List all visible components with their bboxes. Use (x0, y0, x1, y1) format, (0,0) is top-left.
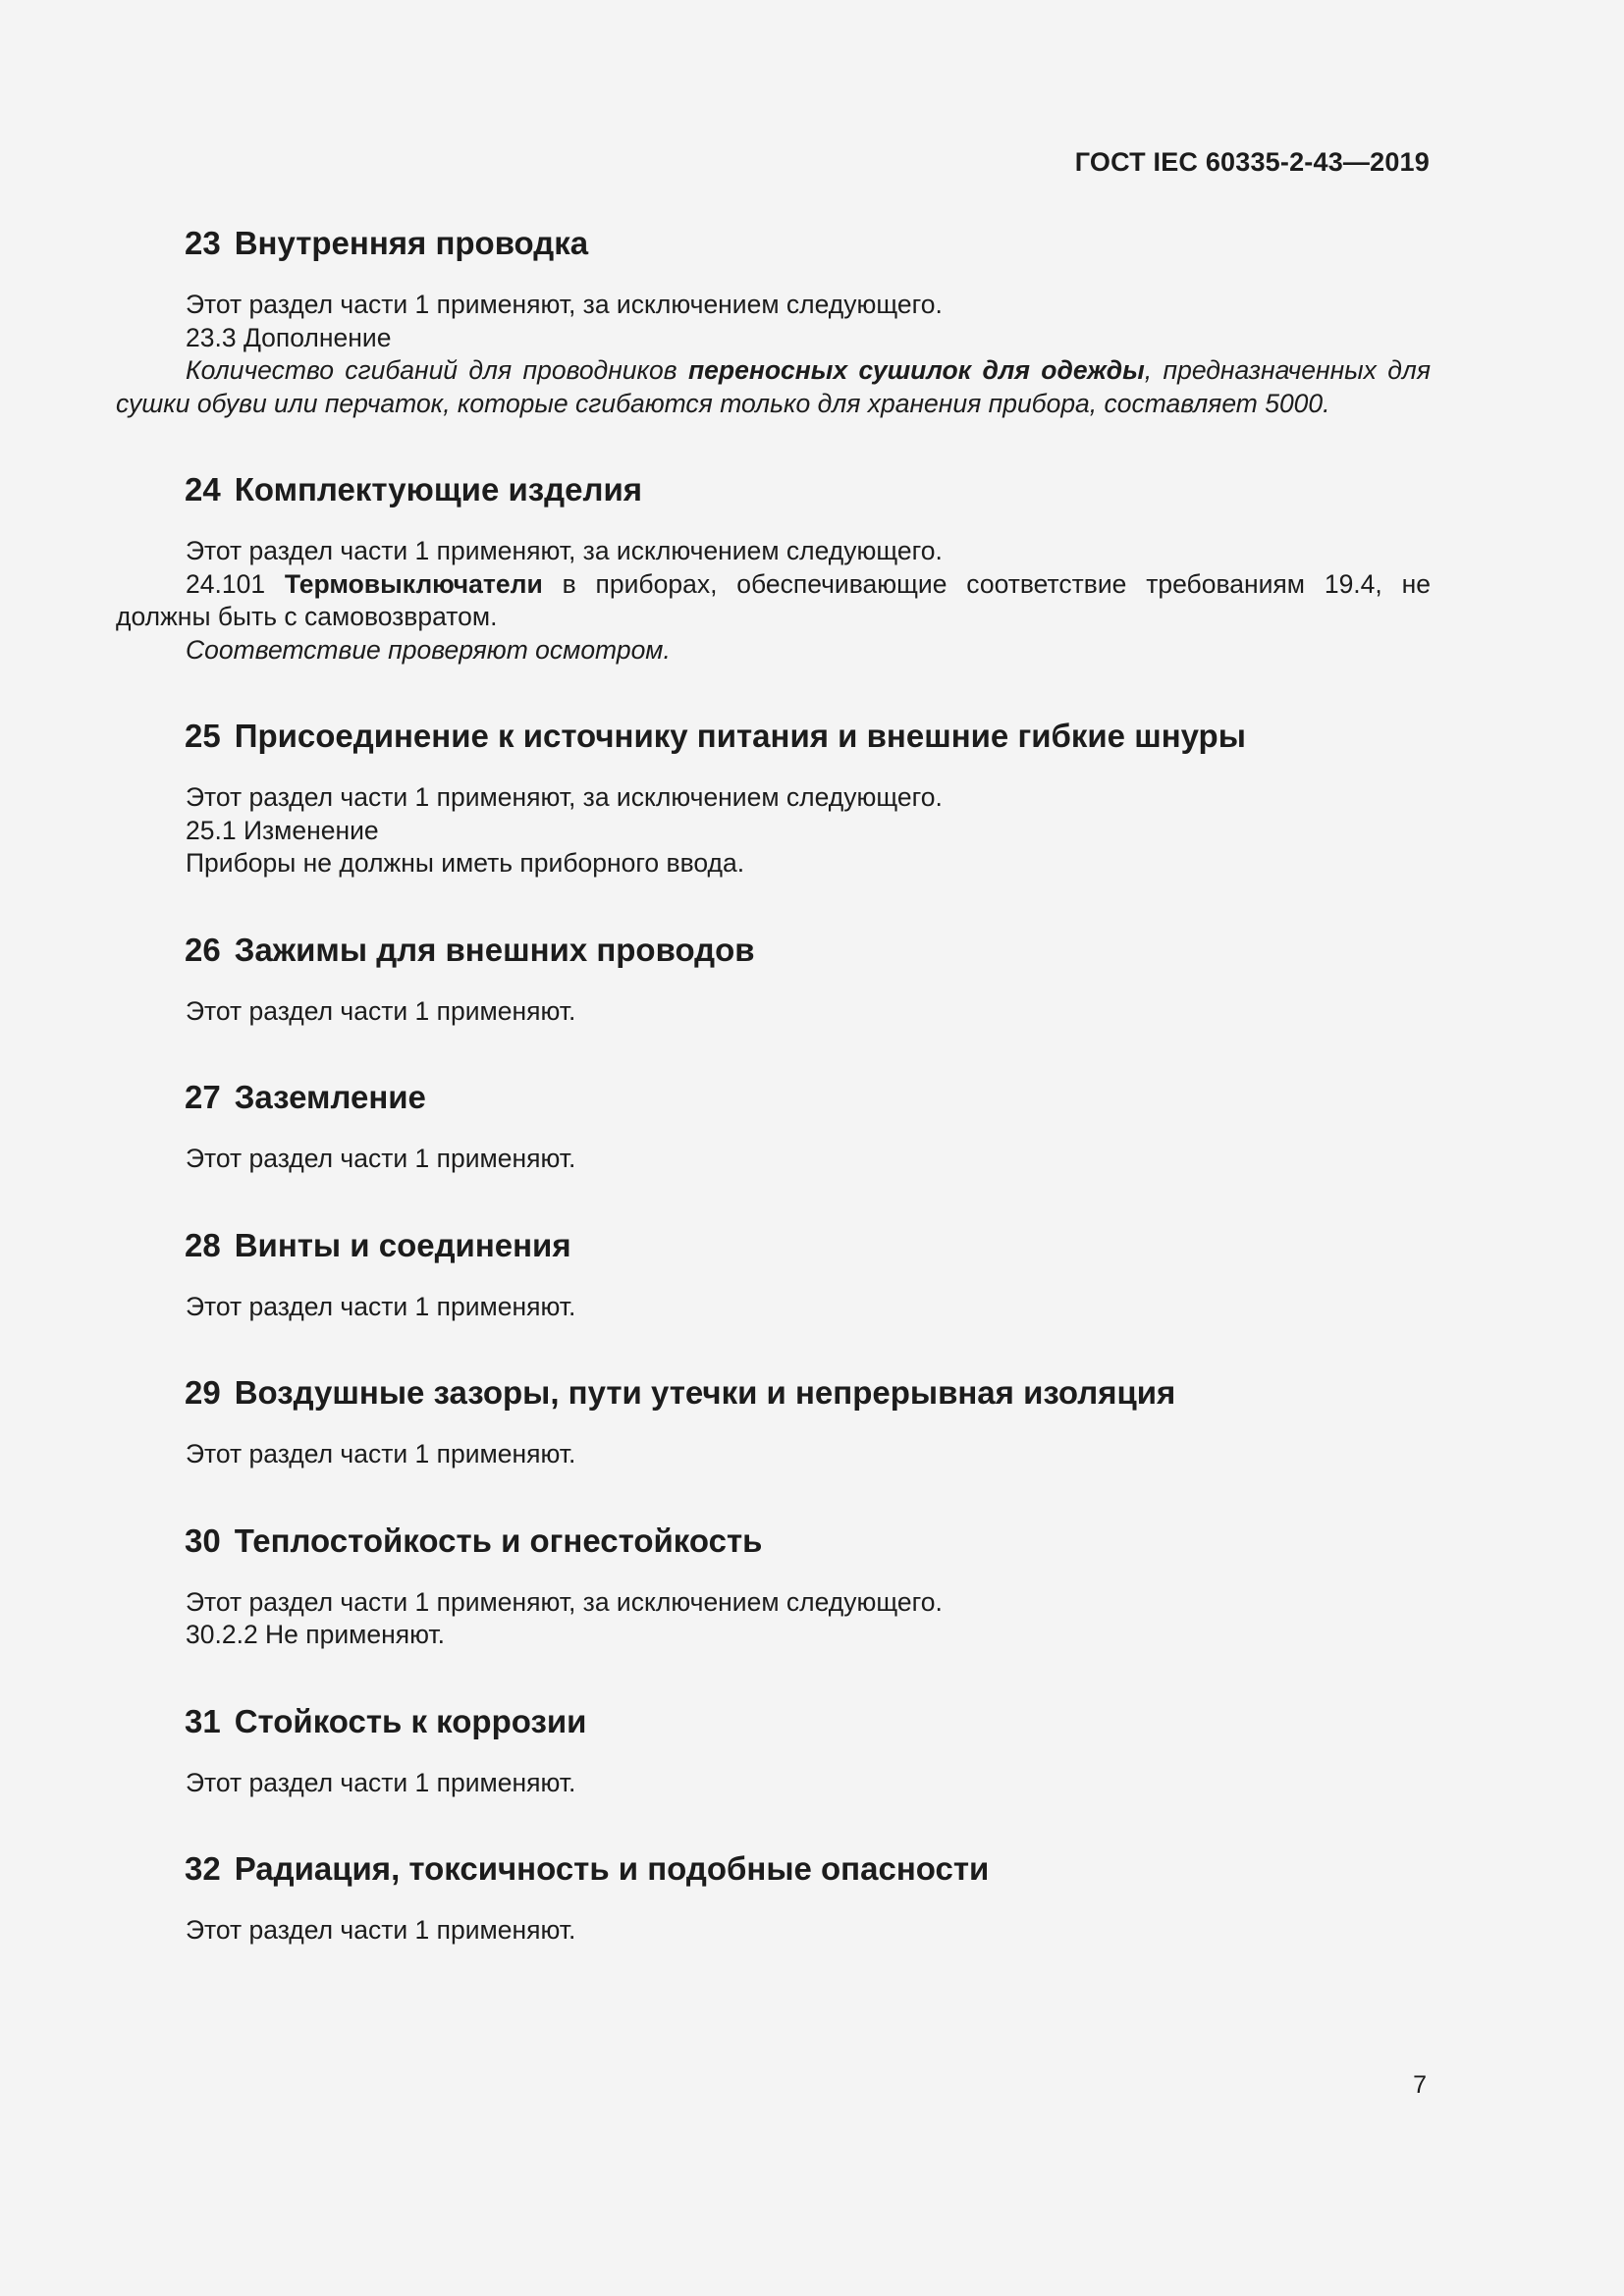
section-24 (116, 466, 1431, 667)
term-bold: переносных сушилок для одежды (687, 355, 1145, 385)
section-32 (116, 1845, 1431, 1948)
section-intro: Этот раздел части 1 применяют. (186, 1767, 576, 1797)
section-number: 26 (185, 931, 221, 968)
section-intro: Этот раздел части 1 применяют. (186, 1439, 576, 1468)
term-bold: Термовыключатели (284, 568, 543, 599)
section-intro: Этот раздел части 1 применяют, за исключением следующего. (186, 1586, 943, 1617)
section-heading (185, 1222, 1431, 1269)
section-title: Воздушные зазоры, пути утечки и непрерывная изоляция (234, 1374, 1176, 1411)
subclause-heading: 23.3 Дополнение (186, 322, 392, 352)
section-heading (185, 1698, 1431, 1745)
section-heading (185, 220, 1431, 267)
section-number: 30 (185, 1522, 221, 1559)
section-heading (185, 1518, 1431, 1565)
subclause-text (116, 354, 1431, 420)
section-25 (116, 713, 1431, 881)
section-title: Радиация, токсичность и подобные опасности (234, 1850, 990, 1887)
subclause-heading: 30.2.2 Не применяют. (186, 1620, 445, 1649)
section-title: Присоединение к источнику питания и внешние гибкие шнуры (234, 718, 1246, 754)
compliance-check (116, 634, 1431, 667)
section-heading (185, 466, 1431, 513)
section-number: 24 (185, 471, 221, 507)
document-code: ГОСТ IEC 60335-2-43—2019 (1074, 147, 1430, 177)
section-title: Зажимы для внешних проводов (234, 931, 755, 968)
section-heading (185, 1369, 1431, 1416)
section-27 (116, 1074, 1431, 1176)
section-heading (185, 1845, 1431, 1893)
subclause-text (116, 568, 1431, 634)
page-body (116, 220, 1431, 1948)
section-23 (116, 220, 1431, 420)
section-title: Заземление (234, 1079, 426, 1115)
section-number: 28 (185, 1226, 221, 1263)
subclause-number: 24.101 (186, 568, 285, 599)
section-heading (185, 927, 1431, 974)
section-number: 23 (185, 225, 221, 261)
section-heading (185, 1074, 1431, 1121)
section-title: Внутренняя проводка (234, 225, 589, 261)
section-26 (116, 927, 1431, 1029)
section-intro: Этот раздел части 1 применяют. (186, 995, 576, 1026)
section-number: 25 (185, 718, 221, 754)
section-title: Стойкость к коррозии (234, 1702, 587, 1739)
section-number: 29 (185, 1374, 221, 1411)
section-intro: Этот раздел части 1 применяют. (186, 1291, 576, 1321)
text-fragment: , предназначенных для сушки обуви или перчаток, которые сгибаются только для хранения прибора, составляет 5000. (116, 355, 1432, 418)
section-title: Теплостойкость и огнестойкость (234, 1522, 763, 1559)
section-31 (116, 1698, 1431, 1800)
section-intro: Этот раздел части 1 применяют, за исключением следующего. (186, 290, 943, 319)
section-30 (116, 1518, 1431, 1652)
section-intro: Этот раздел части 1 применяют, за исключением следующего. (186, 536, 943, 565)
subclause-heading: 25.1 Изменение (186, 815, 379, 845)
section-title: Комплектующие изделия (234, 471, 642, 507)
section-number: 32 (185, 1850, 221, 1887)
section-number: 27 (185, 1079, 221, 1115)
page-number: 7 (1413, 2071, 1427, 2099)
subclause-text: Приборы не должны иметь приборного ввода. (186, 848, 745, 878)
text-fragment: Количество сгибаний для проводников (186, 355, 688, 385)
section-number: 31 (185, 1702, 221, 1739)
section-28 (116, 1222, 1431, 1324)
section-intro: Этот раздел части 1 применяют. (186, 1915, 576, 1945)
section-29 (116, 1369, 1431, 1471)
section-intro: Этот раздел части 1 применяют, за исключением следующего. (186, 782, 943, 812)
compliance-text: Соответствие проверяют осмотром. (186, 634, 671, 665)
section-intro: Этот раздел части 1 применяют. (186, 1144, 576, 1173)
section-title: Винты и соединения (234, 1226, 571, 1263)
text-fragment: в приборах, обеспечивающие соответствие требованиям 19.4, не должны быть с самовозвратом. (116, 568, 1431, 631)
section-heading (185, 713, 1431, 760)
